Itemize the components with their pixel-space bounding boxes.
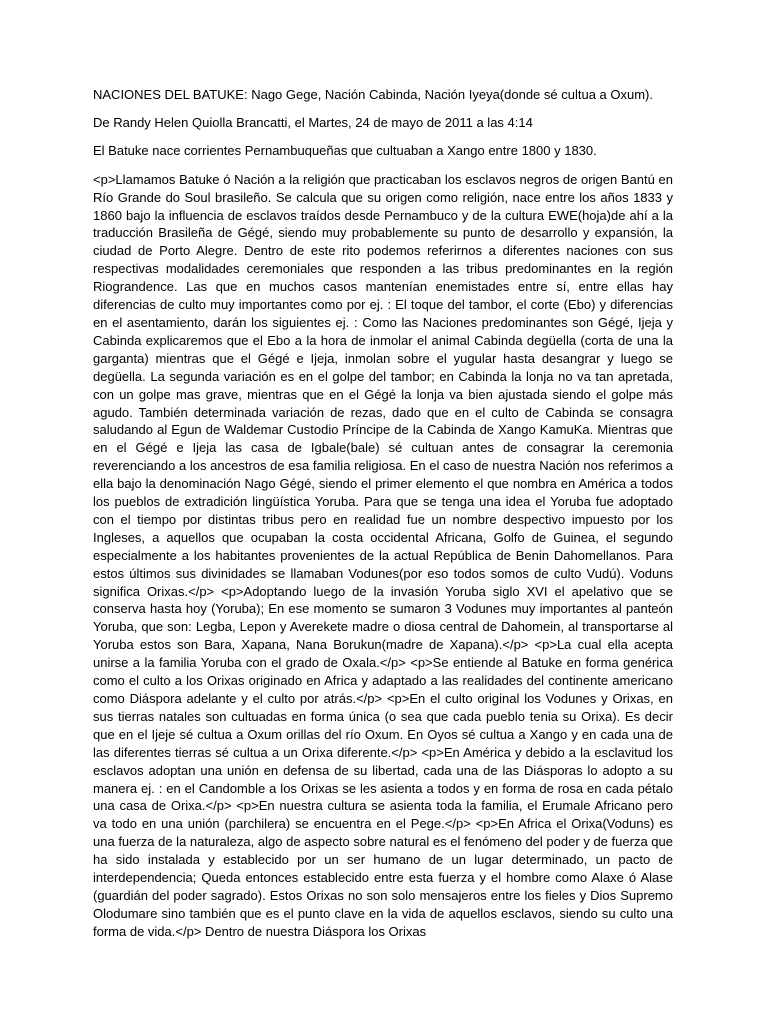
author-line: De Randy Helen Quiolla Brancatti, el Martes, 24 de mayo de 2011 a las 4:14 bbox=[93, 114, 533, 130]
document-title: NACIONES DEL BATUKE: Nago Gege, Nación Cabinda, Nación Iyeya(donde sé cultua a Oxum). bbox=[93, 87, 653, 102]
intro-line: El Batuke nace corrientes Pernambuqueñas que cultuaban a Xango entre 1800 y 1830. bbox=[93, 142, 597, 158]
body-text: <p>Llamamos Batuke ó Nación a la religión que practicaban los esclavos negros de origen Bantú en Río Grande do Soul brasileño. Se calcula que su origen como religión, nace entre los años 1833 y 1860 bajo la influencia de esclavos traídos desde Pernambuco y de la cultura EWE(hoja)de ahí a la traducción Brasileña de Gégé, siendo muy probablemente su punto de desarrollo y expansión, la ciudad de Porto Alegre. Dentro de este rito podemos referirnos a diferentes naciones con sus respectivas modalidades ceremoniales que responden a las tribus predominantes en la región Riograndence. Las que en muchos casos mantenían enemistades entre sí, entre ellas hay diferencias de culto muy importantes como por ej. : El toque del tambor, el corte (Ebo) y diferencias en el asentamiento, darán los siguientes ej. : Como las Naciones predominantes son Gégé, Ijeja y Cabinda explicaremos que el Ebo a la hora de inmolar el animal Cabinda degüella (corta de una la garganta) mientras que el Gégé e Ijeja, inmolan sobre el yugular hasta desangrar y luego se degüella. La segunda variación es en el golpe del tambor; en Cabinda la lonja no va tan apretada, con un golpe mas grave, mientras que en el Gégé la lonja va bien ajustada siendo el golpe más agudo. También determinada variación de rezas, dado que en el culto de Cabinda se consagra saludando al Egun de Waldemar Custodio Príncipe de la Cabinda de Xango KamuKa. Mientras que en el Gégé e Ijeja las casa de Igbale(bale) sé cultuan antes de consagrar la ceremonia reverenciando a los ancestros de esa familia religiosa. En el caso de nuestra Nación nos referimos a ella bajo la denominación Nago Gégé, siendo el primer elemento el que nombra en América a todos los pueblos de extradición lingüística Yoruba. Para que se tenga una idea el Yoruba fue adoptado con el tiempo por distintas tribus pero en realidad fue un nombre despectivo impuesto por los Ingleses, a aquellos que ocupaban la costa occidental Africana, Golfo de Guinea, el segundo especialmente a los habitantes provenientes de la actual República de Benin Dahomellanos. Para estos últimos sus divinidades se llamaban Vodunes(por eso todos somos de culto Vudú). Voduns significa Orixas.</p> <p>Adoptando luego de la invasión Yoruba siglo XVI el apelativo que se conserva hasta hoy (Yoruba); En ese momento se sumaron 3 Vodunes muy importantes al panteón Yoruba, que son: Legba, Lepon y Averekete madre o diosa central de Dahomein, al transportarse al Yoruba estos son Bara, Xapana, Nana Borukun(madre de Xapana).</p> <p>La cual ella acepta unirse a la familia Yoruba con el grado de Oxala.</p> <p>Se entiende al Batuke en forma genérica como el culto a los Orixas originado en Africa y adaptado a las realidades del continente americano como Diáspora adelante y el culto por atrás.</p> <p>En el culto original los Vodunes y Orixas, en sus tierras natales son cultuadas en forma única (o sea que cada pueblo tenia su Orixa). Es decir que en el Ijeje sé cultua a Oxum orillas del río Oxum. En Oyos sé cultua a Xango y en cada una de las diferentes tierras sé cultua a un Orixa diferente.</p> <p>En América y debido a la esclavitud los esclavos adoptan una unión en defensa de su libertad, cada una de las Diásporas lo adopto a su manera ej. : en el Candomble a los Orixas se les asienta a todos y en forma de rosa en cada pétalo una casa de Orixa.</p> <p>En nuestra cultura se asienta toda la familia, el Erumale Africano pero va todo en una unión (parchilera) se encuentra en el Pege.</p> <p>En Africa el Orixa(Voduns) es una fuerza de la naturaleza, algo de aspecto sobre natural es el fenómeno del poder y de fuerza que ha sido instalada y establecido por un ser humano de un lugar determinado, un pacto de interdependencia; Queda entonces establecido entre esta fuerza y el hombre como Alaxe ó Alase (guardián del poder sagrado). Estos Orixas no son solo mensajeros entre los fieles y Dios Supremo Olodumare sino también que es el punto clave en la vida de aquellos esclavos, siendo su culto una forma de vida.</p> Dentro de nuestra Diáspora los Orixas bbox=[93, 171, 673, 939]
